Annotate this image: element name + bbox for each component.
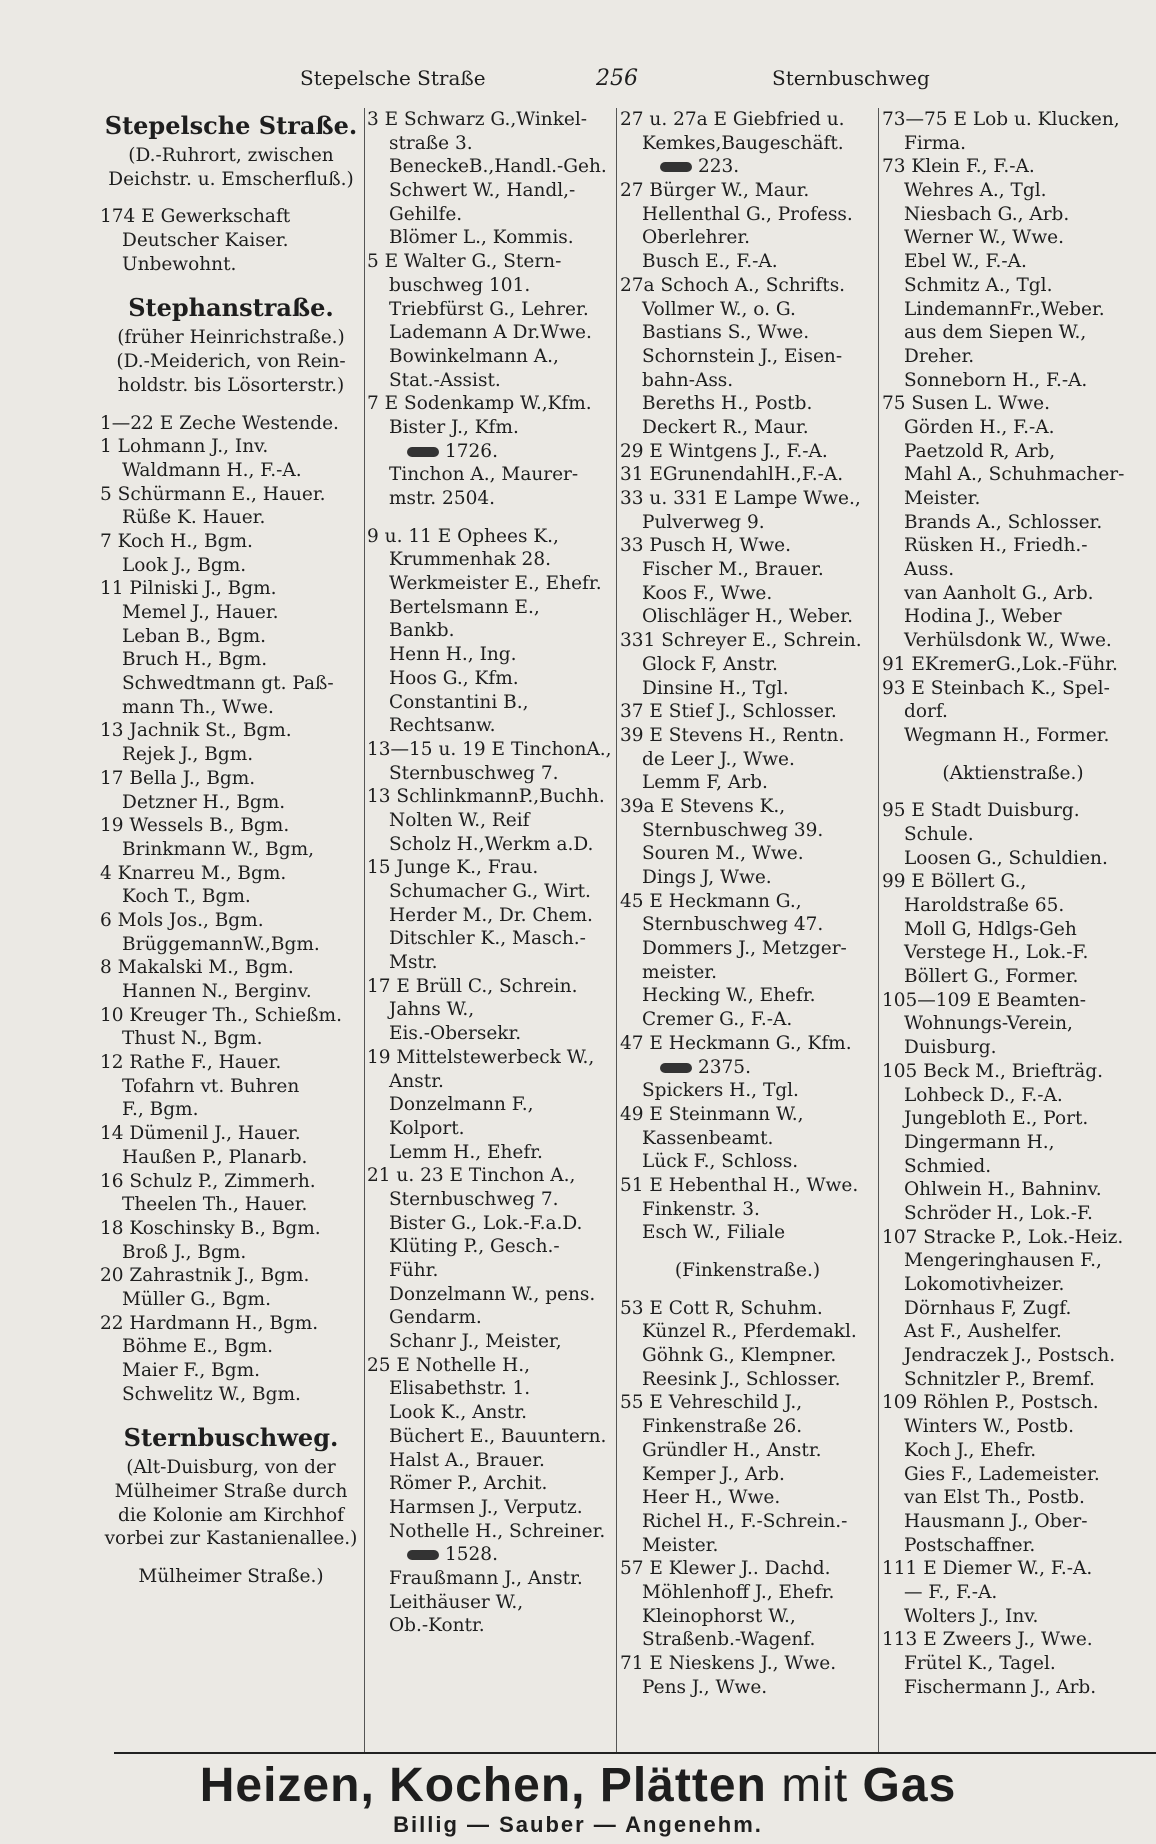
ad-word: mit: [781, 1759, 849, 1812]
column-divider: [616, 108, 617, 1753]
directory-entry: Böhme E., Bgm.: [122, 1336, 274, 1358]
directory-entry: Werner W., Wwe.: [904, 227, 1064, 249]
directory-entry: 39 E Stevens H., Rentn.: [620, 724, 845, 746]
directory-entry: die Kolonie am Kirchhof: [118, 1504, 344, 1526]
ad-word: Heizen,: [199, 1759, 375, 1812]
directory-entry: 9 u. 11 E Ophees K.,: [367, 525, 559, 547]
directory-entry: Kolport.: [389, 1117, 465, 1139]
directory-entry: bahn-Ass.: [642, 369, 734, 391]
spacer: [100, 1551, 362, 1565]
spacer: [367, 511, 613, 525]
directory-entry: Harmsen J., Verputz.: [389, 1496, 583, 1518]
directory-entry: Schnitzler P., Bremf.: [904, 1368, 1095, 1390]
directory-entry: meister.: [642, 961, 717, 983]
directory-entry: Schwelitz W., Bgm.: [122, 1383, 301, 1405]
directory-entry: 7 Koch H., Bgm.: [100, 530, 253, 552]
directory-entry: Gendarm.: [389, 1307, 482, 1329]
directory-entry: 1 Lohmann J., Inv.: [100, 436, 269, 458]
directory-entry: Lokomotivheizer.: [904, 1274, 1065, 1295]
directory-entry: 75 Susen L. Wwe.: [882, 393, 1050, 415]
directory-entry: vorbei zur Kastanienallee.): [104, 1528, 358, 1550]
directory-entry: Reesink J., Schlosser.: [642, 1368, 841, 1390]
directory-entry: Lück F., Schloss.: [642, 1151, 799, 1173]
directory-entry: 331 Schreyer E., Schrein.: [620, 630, 862, 652]
directory-entry: Mahl A., Schuhmacher-: [904, 464, 1125, 486]
directory-entry: Mülheimer Straße durch: [114, 1481, 348, 1503]
directory-entry: Hausmann J., Ober-: [904, 1510, 1088, 1532]
directory-entry: 51 E Hebenthal H., Wwe.: [620, 1174, 859, 1196]
directory-entry: Ast F., Aushelfer.: [904, 1321, 1062, 1343]
directory-entry: 6 Mols Jos., Bgm.: [100, 909, 264, 931]
directory-entry: Möhlenhoff J., Ehefr.: [642, 1581, 835, 1603]
directory-entry: Dörnhaus F, Zugf.: [904, 1297, 1072, 1319]
directory-entry: Dreher.: [904, 345, 975, 367]
directory-entry: Verstege H., Lok.-F.: [904, 942, 1089, 964]
ad-word: Plätten: [599, 1759, 767, 1812]
directory-entry: (Aktienstraße.): [942, 762, 1084, 784]
directory-entry: Bister J., Kfm.: [389, 416, 519, 438]
column-4: [882, 108, 1144, 1753]
column-1: [100, 108, 362, 1753]
running-head-right: Sternbuschweg: [772, 66, 930, 90]
directory-entry: (früher Heinrichstraße.): [117, 327, 345, 349]
directory-entry: Loosen G., Schuldien.: [904, 847, 1108, 869]
directory-entry: F., Bgm.: [122, 1099, 199, 1121]
spacer: [100, 1406, 362, 1420]
directory-entry: Firma.: [904, 132, 967, 154]
directory-entry: Schumacher G., Wirt.: [389, 881, 591, 902]
directory-entry: Fischer M., Brauer.: [642, 559, 824, 581]
directory-entry: Rüsken H., Friedh.-: [904, 535, 1088, 557]
directory-entry: Brinkmann W., Bgm,: [122, 838, 315, 860]
directory-entry: van Aanholt G., Arb.: [904, 582, 1094, 604]
directory-entry: Auss.: [904, 559, 955, 581]
directory-entry: (D.-Ruhrort, zwischen: [128, 145, 334, 166]
directory-entry: Postschaffner.: [904, 1534, 1036, 1556]
directory-entry: Werkmeister E., Ehefr.: [389, 573, 602, 595]
directory-entry: Tinchon A., Maurer-: [389, 464, 579, 486]
directory-entry: 55 E Vehreschild J.,: [620, 1392, 803, 1414]
directory-entry: Schanr J., Meister,: [389, 1331, 562, 1353]
directory-entry: Künzel R., Pferdemakl.: [642, 1321, 857, 1343]
directory-entry: van Elst Th., Postb.: [904, 1487, 1085, 1509]
telephone-icon: [407, 447, 439, 457]
directory-entry: straße 3.: [389, 132, 473, 154]
directory-entry: Deichstr. u. Emscherfluß.): [108, 168, 354, 190]
directory-entry: 22 Hardmann H., Bgm.: [100, 1312, 319, 1334]
directory-entry: 105—109 E Beamten-: [882, 989, 1087, 1011]
directory-entry: Tofahrn vt. Buhren: [122, 1075, 300, 1097]
directory-entry: BeneckeB.,Handl.-Geh.: [389, 156, 607, 178]
directory-entry: Hannen N., Berginv.: [122, 981, 312, 1002]
spacer: [882, 748, 1144, 762]
directory-entry: Bereths H., Postb.: [642, 393, 813, 415]
directory-entry: 31 EGrunendahlH.,F.-A.: [620, 464, 844, 486]
column-2: [367, 108, 613, 1753]
directory-entry: Schwert W., Handl,-: [389, 180, 576, 202]
directory-entry: 105 Beck M., Briefträg.: [882, 1060, 1103, 1082]
directory-entry: Brands A., Schlosser.: [904, 511, 1103, 533]
directory-entry: 73—75 E Lob u. Klucken,: [882, 109, 1120, 130]
directory-entry: Fischermann J., Arb.: [904, 1676, 1097, 1698]
directory-entry: Finkenstr. 3.: [642, 1198, 760, 1220]
directory-entry: Theelen Th., Hauer.: [122, 1194, 308, 1216]
directory-entry: 12 Rathe F., Hauer.: [100, 1052, 282, 1074]
directory-entry: Krummenhak 28.: [389, 549, 551, 571]
spacer: [100, 191, 362, 205]
directory-entry: Frütel K., Tagel.: [904, 1653, 1056, 1674]
gas-advertisement-slogan: Billig — Sauber — Angenehm.: [393, 1812, 763, 1837]
directory-entry: Schwedtmann gt. Paß-: [122, 673, 334, 695]
directory-entry: Lademann A Dr.Wwe.: [389, 322, 592, 344]
directory-entry: Verhülsdonk W., Wwe.: [904, 630, 1112, 652]
column-divider: [878, 108, 879, 1753]
directory-entry: Ohlwein H., Bahninv.: [904, 1179, 1102, 1201]
directory-entry: [620, 1056, 875, 1080]
directory-entry: Pens J., Wwe.: [642, 1676, 768, 1698]
directory-entry: Sternbuschweg 7.: [389, 762, 559, 784]
directory-entry: Schule.: [904, 823, 974, 845]
directory-entry: 5 Schürmann E., Hauer.: [100, 483, 326, 505]
directory-entry: mstr. 2504.: [389, 488, 496, 509]
directory-entry: Müller G., Bgm.: [122, 1288, 271, 1310]
running-head-left: Stepelsche Straße: [300, 66, 486, 90]
directory-entry: Winters W., Postb.: [904, 1416, 1075, 1438]
directory-entry: 73 Klein F., F.-A.: [882, 156, 1035, 178]
ad-word: Gas: [862, 1759, 957, 1812]
directory-entry: Henn H., Ing.: [389, 644, 517, 666]
phone-number: 1528.: [445, 1544, 498, 1566]
directory-entry: Dinsine H., Tgl.: [642, 677, 789, 699]
directory-entry: Schröder H., Lok.-F.: [904, 1202, 1093, 1224]
telephone-icon: [407, 1550, 439, 1560]
directory-entry: 3 E Schwarz G.,Winkel-: [367, 109, 588, 130]
directory-entry: (Alt-Duisburg, von der: [126, 1457, 336, 1479]
spacer: [100, 276, 362, 290]
directory-entry: Busch E., F.-A.: [642, 251, 778, 273]
directory-entry: 71 E Nieskens J., Wwe.: [620, 1653, 837, 1674]
directory-entry: Dings J, Wwe.: [642, 867, 772, 888]
directory-entry: Deutscher Kaiser.: [122, 230, 289, 252]
directory-entry: Dingermann H.,: [904, 1131, 1055, 1153]
directory-entry: Oberlehrer.: [642, 227, 751, 249]
directory-entry: 107 Stracke P., Lok.-Heiz.: [882, 1226, 1124, 1248]
directory-entry: Wehres A., Tgl.: [904, 180, 1047, 202]
directory-entry: Leban B., Bgm.: [122, 625, 266, 647]
directory-entry: BrüggemannW.,Bgm.: [122, 933, 320, 955]
directory-entry: mann Th., Wwe.: [122, 696, 274, 718]
directory-entry: Spickers H., Tgl.: [642, 1080, 799, 1102]
directory-entry: 45 E Heckmann G.,: [620, 890, 802, 912]
directory-entry: Schornstein J., Eisen-: [642, 345, 843, 367]
directory-entry: 19 Mittelstewerbeck W.,: [367, 1046, 595, 1068]
directory-entry: Wohnungs-Verein,: [904, 1013, 1073, 1035]
directory-entry: 93 E Steinbach K., Spel-: [882, 677, 1110, 699]
directory-entry: Lohbeck D., F.-A.: [904, 1084, 1063, 1106]
directory-entry: Moll G, Hdlgs-Geh: [904, 918, 1077, 940]
directory-entry: 39a E Stevens K.,: [620, 795, 786, 817]
directory-entry: Haroldstraße 65.: [904, 895, 1065, 916]
directory-entry: Rechtsanw.: [389, 715, 496, 737]
directory-entry: Stat.-Assist.: [389, 369, 501, 391]
phone-number: 1726.: [445, 440, 498, 462]
directory-entry: Waldmann H., F.-A.: [122, 459, 302, 481]
directory-entry: Triebfürst G., Lehrer.: [389, 298, 589, 320]
directory-entry: Richel H., F.-Schrein.-: [642, 1510, 848, 1532]
directory-entry: (D.-Meiderich, von Rein-: [116, 351, 346, 373]
telephone-icon: [660, 1063, 692, 1073]
directory-entry: Lemm F, Arb.: [642, 772, 768, 794]
directory-entry: Anstr.: [389, 1070, 444, 1092]
spacer: [882, 785, 1144, 799]
directory-entry: Sonneborn H., F.-A.: [904, 369, 1088, 391]
directory-entry: Nothelle H., Schreiner.: [389, 1520, 606, 1542]
directory-entry: 37 E Stief J., Schlosser.: [620, 701, 837, 723]
directory-entry: Kleinophorst W.,: [642, 1605, 796, 1627]
directory-entry: 111 E Diemer W., F.-A.: [882, 1558, 1093, 1580]
gas-advertisement-headline: [0, 1758, 1156, 1813]
directory-entry: 95 E Stadt Duisburg.: [882, 800, 1080, 822]
directory-entry: 15 Junge K., Frau.: [367, 857, 539, 879]
directory-entry: Bertelsmann E.,: [389, 596, 540, 618]
directory-entry: Bankb.: [389, 620, 455, 642]
directory-entry: Unbewohnt.: [122, 253, 237, 275]
directory-entry: Führ.: [389, 1260, 439, 1281]
directory-entry: 14 Dümenil J., Hauer.: [100, 1123, 301, 1145]
directory-entry: Ditschler K., Masch.-: [389, 928, 586, 950]
directory-entry: Kassenbeamt.: [642, 1127, 774, 1149]
directory-entry: [367, 440, 613, 464]
directory-entry: Herder M., Dr. Chem.: [389, 904, 593, 926]
street-heading: Sternbuschweg.: [123, 1423, 339, 1453]
directory-entry: Nolten W., Reif: [389, 809, 530, 831]
directory-entry: 11 Pilniski J., Bgm.: [100, 578, 277, 600]
directory-entry: Meister.: [642, 1534, 719, 1556]
directory-entry: Cremer G., F.-A.: [642, 1009, 793, 1031]
directory-entry: buschweg 101.: [389, 274, 531, 296]
directory-entry: Mengeringhausen F.,: [904, 1250, 1102, 1272]
directory-entry: LindemannFr.,Weber.: [904, 298, 1105, 320]
directory-entry: 5 E Walter G., Stern-: [367, 251, 562, 273]
directory-entry: 49 E Steinmann W.,: [620, 1103, 804, 1125]
directory-entry: Rejek J., Bgm.: [122, 744, 254, 766]
directory-entry: Haußen P., Planarb.: [122, 1146, 308, 1168]
directory-entry: Rüße K. Hauer.: [122, 507, 266, 529]
directory-entry: Halst A., Brauer.: [389, 1449, 545, 1471]
directory-entry: Ebel W., F.-A.: [904, 251, 1027, 273]
directory-entry: 13 SchlinkmannP.,Buchh.: [367, 786, 605, 808]
spacer: [620, 1283, 875, 1297]
directory-entry: Hoos G., Kfm.: [389, 667, 519, 689]
directory-entry: Jungebloth E., Port.: [904, 1108, 1089, 1130]
spacer: [620, 1245, 875, 1259]
directory-entry: 13 Jachnik St., Bgm.: [100, 720, 292, 742]
directory-entry: 47 E Heckmann G., Kfm.: [620, 1032, 852, 1054]
directory-entry: de Leer J., Wwe.: [642, 748, 795, 770]
directory-entry: Böllert G., Former.: [904, 966, 1079, 988]
directory-entry: Sternbuschweg 7.: [389, 1188, 559, 1210]
directory-entry: Bruch H., Bgm.: [122, 649, 268, 671]
directory-entry: 99 E Böllert G.,: [882, 871, 1027, 893]
directory-entry: 113 E Zweers J., Wwe.: [882, 1629, 1093, 1651]
directory-entry: Memel J., Hauer.: [122, 602, 279, 623]
directory-entry: 91 EKremerG.,Lok.-Führ.: [882, 653, 1118, 675]
directory-entry: 4 Knarreu M., Bgm.: [100, 862, 287, 884]
directory-entry: 174 E Gewerkschaft: [100, 206, 291, 228]
directory-entry: Schmied.: [904, 1155, 992, 1177]
directory-entry: Sternbuschweg 39.: [642, 819, 824, 841]
advert-rule: [114, 1752, 1156, 1754]
column-3: [620, 108, 875, 1753]
directory-entry: dorf.: [904, 701, 948, 723]
directory-entry: aus dem Siepen W.,: [904, 322, 1087, 344]
directory-entry: Mülheimer Straße.): [138, 1566, 324, 1588]
street-heading: Stephanstraße.: [128, 293, 334, 323]
directory-entry: Glock F, Anstr.: [642, 653, 778, 675]
directory-entry: 13—15 u. 19 E TinchonA.,: [367, 738, 612, 760]
directory-entry: 27 Bürger W., Maur.: [620, 180, 810, 202]
directory-entry: Constantini B.,: [389, 691, 529, 713]
directory-entry: 57 E Klewer J.. Dachd.: [620, 1558, 831, 1580]
directory-entry: 29 E Wintgens J., F.-A.: [620, 440, 828, 462]
directory-entry: Donzelmann W., pens.: [389, 1283, 596, 1305]
directory-entry: Scholz H.,Werkm a.D.: [389, 833, 594, 855]
directory-entry: 21 u. 23 E Tinchon A.,: [367, 1165, 576, 1187]
directory-entry: 25 E Nothelle H.,: [367, 1354, 530, 1376]
directory-entry: Donzelmann F.,: [389, 1094, 534, 1116]
directory-entry: 16 Schulz P., Zimmerh.: [100, 1170, 316, 1192]
phone-number: 223.: [698, 156, 740, 178]
directory-entry: Niesbach G., Arb.: [904, 203, 1070, 225]
directory-entry: 18 Koschinsky B., Bgm.: [100, 1217, 321, 1239]
directory-entry: Koch J., Ehefr.: [904, 1439, 1037, 1461]
directory-entry: Sternbuschweg 47.: [642, 914, 824, 936]
directory-entry: 33 Pusch H, Wwe.: [620, 535, 792, 557]
directory-entry: Wolters J., Inv.: [904, 1605, 1039, 1627]
directory-entry: Kemkes,Baugeschäft.: [642, 132, 844, 154]
directory-entry: Fraußmann J., Anstr.: [389, 1567, 583, 1589]
directory-entry: Kemper J., Arb.: [642, 1463, 785, 1485]
directory-entry: 20 Zahrastnik J., Bgm.: [100, 1265, 310, 1287]
directory-entry: Ob.-Kontr.: [389, 1615, 485, 1637]
directory-entry: Jahns W.,: [389, 999, 475, 1021]
directory-entry: Göhnk G., Klempner.: [642, 1345, 837, 1367]
directory-entry: Mstr.: [389, 952, 438, 974]
directory-entry: Souren M., Wwe.: [642, 843, 804, 865]
directory-entry: Gies F., Lademeister.: [904, 1463, 1100, 1485]
directory-entry: Römer P., Archit.: [389, 1473, 548, 1495]
directory-entry: Meister.: [904, 488, 981, 509]
directory-entry: Look K., Anstr.: [389, 1402, 528, 1424]
directory-entry: Wegmann H., Former.: [904, 724, 1110, 746]
directory-entry: 10 Kreuger Th., Schießm.: [100, 1004, 342, 1026]
directory-entry: Görden H., F.-A.: [904, 416, 1055, 438]
phone-number: 2375.: [698, 1056, 751, 1078]
directory-entry: Hecking W., Ehefr.: [642, 985, 816, 1007]
directory-entry: 17 E Brüll C., Schrein.: [367, 975, 578, 997]
directory-entry: Heer H., Wwe.: [642, 1487, 781, 1509]
directory-entry: Eis.-Obersekr.: [389, 1023, 522, 1045]
telephone-icon: [660, 162, 692, 172]
directory-entry: [620, 155, 875, 179]
directory-entry: Olischläger H., Weber.: [642, 606, 853, 628]
ad-word: Kochen,: [389, 1759, 586, 1812]
directory-entry: Koch T., Bgm.: [122, 886, 251, 908]
directory-entry: Duisburg.: [904, 1037, 997, 1059]
directory-entry: 27a Schoch A., Schrifts.: [620, 274, 846, 296]
directory-entry: Blömer L., Kommis.: [389, 227, 574, 249]
directory-entry: 8 Makalski M., Bgm.: [100, 957, 294, 979]
directory-entry: Leithäuser W.,: [389, 1591, 524, 1613]
spacer: [100, 398, 362, 412]
directory-entry: 1—22 E Zeche Westende.: [100, 412, 339, 434]
directory-entry: Detzner H., Bgm.: [122, 791, 286, 813]
directory-entry: Broß J., Bgm.: [122, 1241, 247, 1263]
directory-entry: Straßenb.-Wagenf.: [642, 1629, 816, 1651]
directory-entry: Deckert R., Maur.: [642, 416, 809, 438]
directory-entry: Gehilfe.: [389, 203, 463, 225]
directory-entry: Hellenthal G., Profess.: [642, 203, 853, 225]
street-heading: Stepelsche Straße.: [104, 111, 358, 140]
directory-entry: (Finkenstraße.): [674, 1260, 821, 1281]
directory-entry: Hodina J., Weber: [904, 606, 1062, 628]
directory-entry: Klüting P., Gesch.-: [389, 1236, 560, 1258]
directory-entry: Finkenstraße 26.: [642, 1416, 803, 1438]
directory-entry: Gründler H., Anstr.: [642, 1439, 822, 1461]
directory-entry: Koos F., Wwe.: [642, 582, 773, 604]
directory-entry: Dommers J., Metzger-: [642, 938, 847, 960]
directory-entry: Büchert E., Bauuntern.: [389, 1425, 607, 1447]
directory-entry: 33 u. 331 E Lampe Wwe.,: [620, 488, 861, 509]
directory-entry: Maier F., Bgm.: [122, 1360, 261, 1381]
directory-entry: Look J., Bgm.: [122, 554, 247, 576]
directory-entry: 19 Wessels B., Bgm.: [100, 815, 290, 837]
directory-entry: Jendraczek J., Postsch.: [904, 1345, 1116, 1367]
column-divider: [364, 108, 365, 1753]
directory-entry: Schmitz A., Tgl.: [904, 274, 1053, 296]
directory-entry: 7 E Sodenkamp W.,Kfm.: [367, 393, 592, 415]
directory-entry: Bastians S., Wwe.: [642, 322, 810, 344]
directory-entry: Bister G., Lok.-F.a.D.: [389, 1212, 583, 1234]
directory-entry: Vollmer W., o. G.: [642, 298, 796, 320]
directory-entry: Esch W., Filiale: [642, 1222, 786, 1244]
directory-entry: [367, 1543, 613, 1567]
directory-entry: — F., F.-A.: [904, 1581, 998, 1603]
directory-entry: 53 E Cott R, Schuhm.: [620, 1297, 823, 1319]
directory-entry: 17 Bella J., Bgm.: [100, 767, 256, 789]
directory-entry: Paetzold R, Arb,: [904, 440, 1056, 462]
page-number: 256: [596, 66, 638, 91]
directory-entry: Lemm H., Ehefr.: [389, 1141, 543, 1163]
directory-entry: 27 u. 27a E Giebfried u.: [620, 109, 845, 130]
directory-entry: Pulverweg 9.: [642, 511, 765, 533]
directory-entry: Thust N., Bgm.: [122, 1028, 263, 1050]
directory-entry: holdstr. bis Lösorterstr.): [117, 374, 345, 396]
directory-entry: Bowinkelmann A.,: [389, 345, 559, 367]
directory-entry: 109 Röhlen P., Postsch.: [882, 1392, 1099, 1414]
directory-entry: Elisabethstr. 1.: [389, 1378, 531, 1400]
